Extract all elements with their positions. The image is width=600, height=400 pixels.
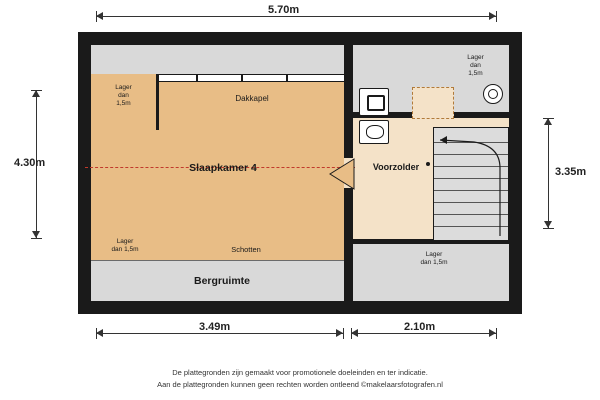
label-bergruimte: Bergruimte [193,275,250,287]
bottom-left-dimension-tick-left [96,328,97,339]
left-dimension-arrow-down [32,231,40,238]
shower-fixture-icon [359,88,389,116]
left-dimension-tick-bottom [31,238,42,239]
top-dimension-tick-right [496,11,497,22]
bottom-right-dimension-tick-left [351,328,352,339]
annotation-lager-bottom-left-line2: dan 1,5m [111,246,139,254]
annotation-lager-top-left-line3: 1,5m [116,100,131,108]
top-dimension-line [96,16,496,17]
right-dimension-label: 3.35m [555,166,587,178]
dakkapel-mullion-3 [286,74,288,82]
roof-hatch-outline [412,87,454,119]
dakkapel-window-band [158,74,344,82]
dakkapel-left-wall [156,74,159,130]
bottom-right-dimension-arrow-right [489,329,496,337]
right-dimension-line [548,118,549,228]
footer-line-2: Aan de plattegronden kunnen geen rechten worden ontleend ©makelaarsfotografen.nl [157,380,443,389]
bottom-right-dimension-label: 2.10m [404,321,436,333]
label-schotten: Schotten [231,245,261,254]
dakkapel-mullion-2 [241,74,243,82]
annotation-lager-top-right-line3: 1,5m [468,70,483,78]
annotation-lager-top-left-line2: dan [118,92,129,100]
bottom-left-dimension-line [96,333,343,334]
annotation-lager-top-left [96,84,151,108]
top-dimension-arrow-left [96,12,103,20]
bottom-left-dimension-arrow-left [96,329,103,337]
vent-icon [483,84,503,104]
label-voorzolder: Voorzolder [372,162,420,172]
dakkapel-mullion-1 [196,74,198,82]
annotation-lager-bottom-right [403,251,465,267]
right-dimension-tick-bottom [543,228,554,229]
right-dimension-arrow-down [544,221,552,228]
footer-line-1: De plattegronden zijn gemaakt voor promotionele doeleinden en ter indicatie. [172,368,428,377]
left-dimension-arrow-up [32,90,40,97]
bottom-right-dimension-tick-right [496,328,497,339]
label-dakkapel: Dakkapel [235,94,269,103]
annotation-lager-bottom-left-line1: Lager [116,238,134,245]
bottom-left-dimension-label: 3.49m [199,321,231,333]
toilet-fixture-icon [359,120,389,144]
door-swing-icon [326,158,356,190]
bottom-left-dimension-tick-right [343,328,344,339]
bottom-left-dimension-arrow-right [336,329,343,337]
top-dimension-label: 5.70m [268,4,300,16]
bottom-right-dimension-line [351,333,496,334]
annotation-lager-top-right-line2: dan [470,62,481,70]
top-dimension-arrow-right [489,12,496,20]
annotation-lager-top-left-line1: Lager [115,84,132,91]
top-dimension-tick-left [96,11,97,22]
left-dimension-label: 4.30m [14,157,46,169]
annotation-lager-bottom-left [94,238,156,254]
left-top-low-area [91,45,156,74]
bottom-right-dimension-arrow-left [351,329,358,337]
schotten-line [91,260,344,261]
annotation-lager-top-right-line1: Lager [467,54,484,61]
right-dimension-tick-top [543,118,554,119]
right-dimension-arrow-up [544,118,552,125]
annotation-lager-bottom-right-line2: dan 1,5m [420,259,448,267]
annotation-lager-top-right [448,54,503,78]
staircase [433,127,509,241]
dakkapel-top-recess [159,45,344,74]
annotation-lager-bottom-right-line1: Lager [425,251,443,258]
label-slaapkamer-4: Slaapkamer 4 [189,162,257,174]
left-dimension-tick-top [31,90,42,91]
floorplan-drawing [78,32,522,314]
